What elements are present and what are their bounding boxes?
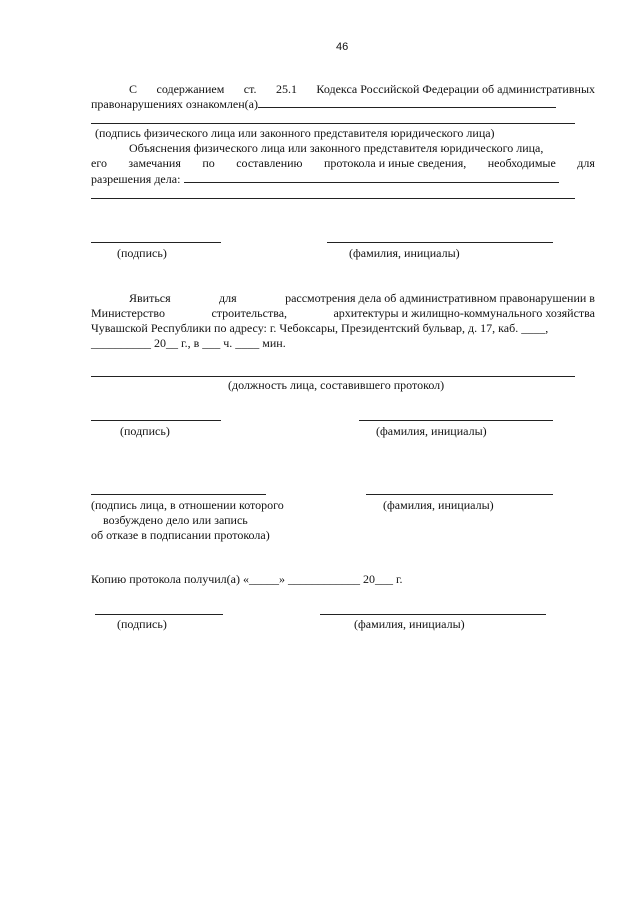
name-line xyxy=(320,614,546,615)
subject-signature-caption-1: (подпись лица, в отношении которого xyxy=(91,498,284,512)
explain-line-3: разрешения дела: xyxy=(91,172,559,186)
acquaint-blank xyxy=(258,97,556,108)
acquaint-signature-line xyxy=(91,123,575,124)
signature-caption: (подпись) xyxy=(117,617,167,631)
name-line xyxy=(359,420,553,421)
page-number: 46 xyxy=(336,41,349,53)
appear-line-3: Чувашской Республики по адресу: г. Чебоксары, Президентский бульвар, д. 17, каб. ____, xyxy=(91,321,549,335)
acquaint-caption: (подпись физического лица или законного представителя юридического лица) xyxy=(95,126,495,140)
signature-line xyxy=(91,420,221,421)
signature-line xyxy=(91,494,266,495)
official-position-line xyxy=(91,376,575,377)
signature-caption: (подпись) xyxy=(120,424,170,438)
acquaint-line-1 xyxy=(129,82,595,96)
explain-line-1: Объяснения физического лица или законного представителя юридического лица, xyxy=(129,141,544,155)
name-caption: (фамилия, инициалы) xyxy=(383,498,494,512)
appear-line-1: Явиться для рассмотрения дела об административном правонарушении в xyxy=(129,291,595,305)
subject-signature-caption-3: об отказе в подписании протокола) xyxy=(91,528,270,542)
explain-extra-line xyxy=(91,198,575,199)
acquaint-word: ст. xyxy=(243,82,257,96)
acquaint-word: Кодекса Российской Федерации об административных xyxy=(316,82,595,96)
copy-received-line: Копию протокола получил(а) «_____» ____________ 20___ г. xyxy=(91,572,403,586)
signature-line xyxy=(91,242,221,243)
appear-line-4: __________ 20__ г., в ___ ч. ____ мин. xyxy=(91,336,286,350)
signature-caption: (подпись) xyxy=(117,246,167,260)
explain-line-2: его замечания по составлению протокола и иные сведения, необходимые для xyxy=(91,156,595,170)
appear-line-2: Министерство строительства, архитектуры и жилищно-коммунального хозяйства xyxy=(91,306,595,320)
subject-signature-caption-2: возбуждено дело или запись xyxy=(103,513,248,527)
signature-line xyxy=(95,614,223,615)
name-caption: (фамилия, инициалы) xyxy=(349,246,460,260)
name-line xyxy=(366,494,553,495)
name-caption: (фамилия, инициалы) xyxy=(376,424,487,438)
acquaint-word: С xyxy=(129,82,138,96)
name-line xyxy=(327,242,553,243)
name-caption: (фамилия, инициалы) xyxy=(354,617,465,631)
acquaint-word: содержанием xyxy=(156,82,225,96)
explain-blank xyxy=(184,172,559,183)
acquaint-word: 25.1 xyxy=(275,82,297,96)
acquaint-line-2: правонарушениях ознакомлен(а) xyxy=(91,97,556,111)
official-position-caption: (должность лица, составившего протокол) xyxy=(228,378,445,392)
